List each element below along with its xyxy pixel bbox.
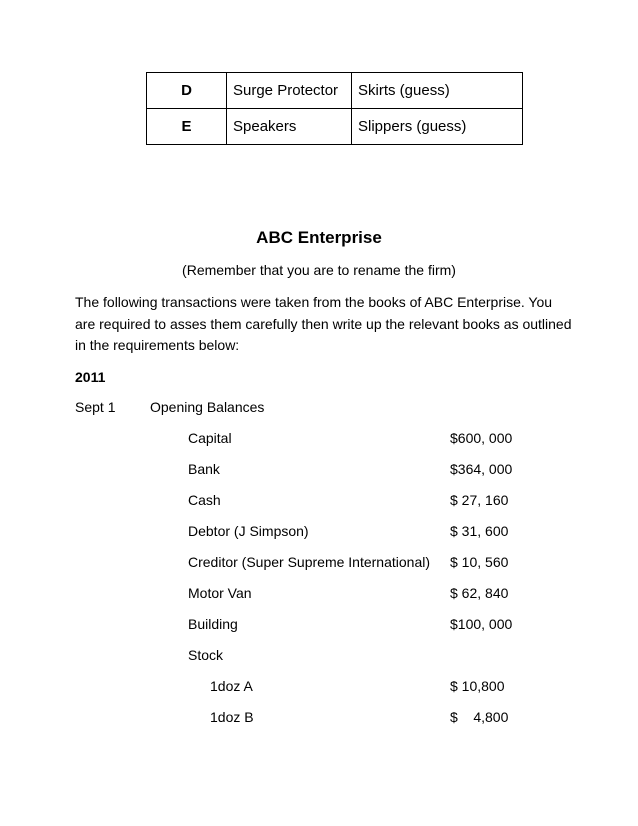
table-row xyxy=(147,73,523,109)
stock-label: 1doz A xyxy=(210,678,253,694)
balance-amount: $ 62, 840 xyxy=(450,585,509,601)
balance-label: Capital xyxy=(188,430,232,446)
table-cell-letter: D xyxy=(147,73,227,109)
balance-amount: $364, 000 xyxy=(450,461,513,477)
table-cell-item: Surge Protector xyxy=(227,73,352,109)
table-cell-guess: Skirts (guess) xyxy=(352,73,523,109)
stock-amount: $ 10,800 xyxy=(450,678,505,694)
document-subtitle: (Remember that you are to rename the firm) xyxy=(182,262,456,278)
table-row xyxy=(147,109,523,145)
balance-amount: $ 31, 600 xyxy=(450,523,509,539)
balance-label: Debtor (J Simpson) xyxy=(188,523,309,539)
intro-paragraph: The following transactions were taken from the books of ABC Enterprise. You are required to asses them carefully then write up the relevant books as outlined in the requirements below: xyxy=(75,294,572,353)
balance-label: Cash xyxy=(188,492,221,508)
balance-label: Creditor (Super Supreme International) xyxy=(188,554,431,570)
stock-label: 1doz B xyxy=(210,709,254,725)
balance-amount: $600, 000 xyxy=(450,430,513,446)
balance-label: Motor Van xyxy=(188,585,252,601)
product-table xyxy=(146,72,523,145)
year-heading: 2011 xyxy=(75,369,106,385)
entry-description: Opening Balances xyxy=(150,399,265,415)
table-cell-item: Speakers xyxy=(227,109,352,145)
balance-label: Stock xyxy=(188,647,224,663)
entry-date: Sept 1 xyxy=(75,399,116,415)
table-cell-letter: E xyxy=(147,109,227,145)
stock-amount: $ 4,800 xyxy=(450,709,509,725)
balance-label: Building xyxy=(188,616,238,632)
balance-amount: $100, 000 xyxy=(450,616,513,632)
balance-amount: $ 27, 160 xyxy=(450,492,509,508)
table-cell-guess: Slippers (guess) xyxy=(352,109,523,145)
document-title: ABC Enterprise xyxy=(256,228,382,247)
balance-label: Bank xyxy=(188,461,220,477)
balance-amount: $ 10, 560 xyxy=(450,554,509,570)
